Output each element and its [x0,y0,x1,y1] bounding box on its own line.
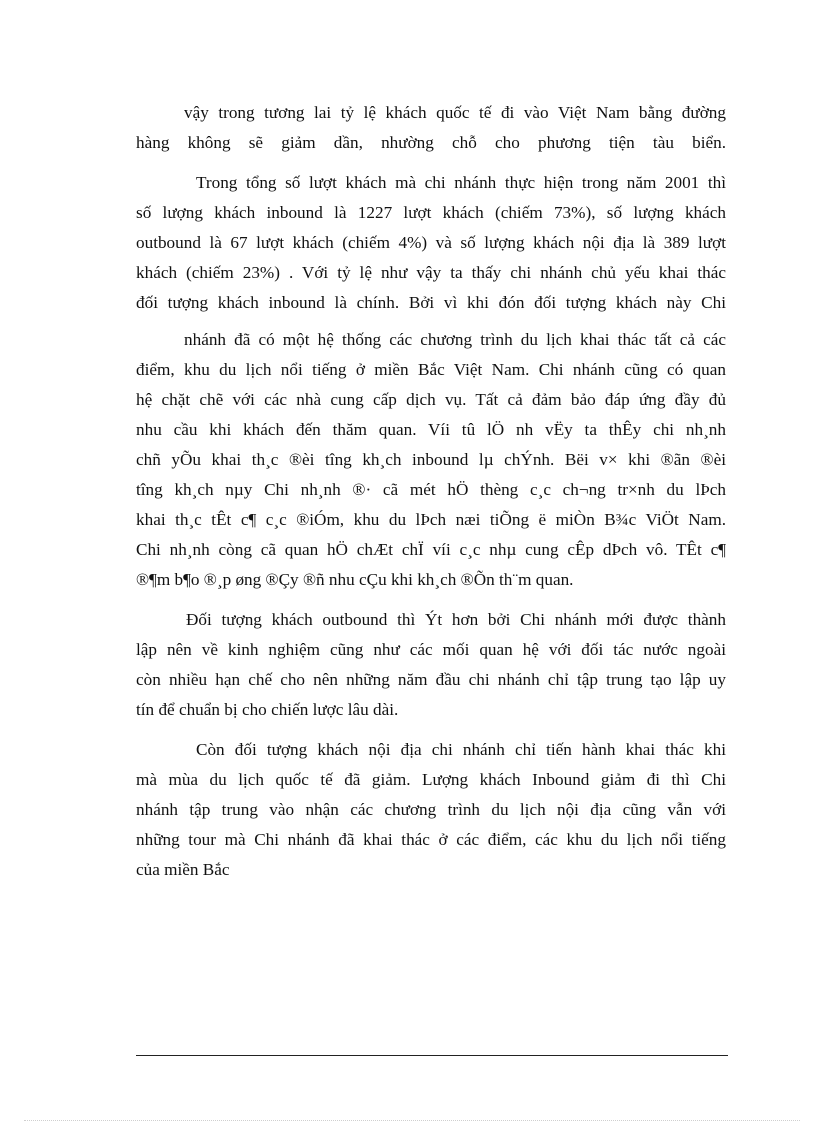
text-line: hệ chặt chẽ với các nhà cung cấp dịch vụ. Tất cả đảm bảo đáp ứng đầy đủ [136,390,726,409]
text-line: còn nhiều hạn chế cho nên những năm đầu chi nhánh chỉ tập trung tạo lập uy [136,670,726,689]
text-line: lập nên về kinh nghiệm cũng như các mối quan hệ với đối tác nước ngoài [136,640,726,659]
text-line: khai th¸c tÊt c¶ c¸c ®iÓm, khu du lÞch næi tiÕng ë miÒn B¾c ViÖt Nam. [136,510,726,529]
text-line: nhánh đã có một hệ thống các chương trình du lịch khai thác tất cả các [184,330,726,349]
text-line: Còn đối tượng khách nội địa chi nhánh chỉ tiến hành khai thác khi [196,740,726,759]
text-line: ®¶m b¶o ®¸p øng ®Çy ®ñ nhu cÇu khi kh¸ch ®Õn th¨m quan. [136,570,574,589]
text-line: của miền Bắc [136,860,230,879]
footer-rule [136,1055,728,1056]
text-line: những tour mà Chi nhánh đã khai thác ở các điểm, các khu du lịch nổi tiếng [136,830,726,849]
text-line: số lượng khách inbound là 1227 lượt khách (chiếm 73%), số lượng khách [136,203,726,222]
text-line: hàng không sẽ giảm dần, nhường chỗ cho phương tiện tàu biển. [136,133,726,152]
text-line: đối tượng khách inbound là chính. Bởi vì khi đón đối tượng khách này Chi [136,293,726,312]
text-line: khách (chiếm 23%) . Với tỷ lệ như vậy ta thấy chi nhánh chủ yếu khai thác [136,263,726,282]
text-line: điểm, khu du lịch nổi tiếng ở miền Bắc Việt Nam. Chi nhánh cũng có quan [136,360,726,379]
text-line: nhánh tập trung vào nhận các chương trình du lịch nội địa cũng vẫn với [136,800,726,819]
text-line: chñ yÕu khai th¸c ®èi tîng kh¸ch inbound lµ chÝnh. Bëi v× khi ®ãn ®èi [136,450,726,469]
text-line: outbound là 67 lượt khách (chiếm 4%) và số lượng khách nội địa là 389 lượt [136,233,726,252]
text-line: mà mùa du lịch quốc tế đã giảm. Lượng khách Inbound giảm đi thì Chi [136,770,726,789]
text-line: tín để chuẩn bị cho chiến lược lâu dài. [136,700,399,719]
text-line: tîng kh¸ch nµy Chi nh¸nh ®· cã mét hÖ thèng c¸c ch¬ng tr×nh du lÞch [136,480,726,499]
text-line: Chi nh¸nh còng cã quan hÖ chÆt chÏ víi c¸c nhµ cung cÊp dÞch vô. TÊt c¶ [136,540,726,559]
text-line: nhu cầu khi khách đến thăm quan. Víi tû lÖ nh vËy ta thÊy chi nh¸nh [136,420,726,439]
text-line: Trong tổng số lượt khách mà chi nhánh thực hiện trong năm 2001 thì [196,173,726,192]
page-edge [24,1120,800,1121]
text-line: Đối tượng khách outbound thì Ýt hơn bởi Chi nhánh mới được thành [186,610,726,629]
text-line: vậy trong tương lai tỷ lệ khách quốc tế đi vào Việt Nam bằng đường [184,103,726,122]
